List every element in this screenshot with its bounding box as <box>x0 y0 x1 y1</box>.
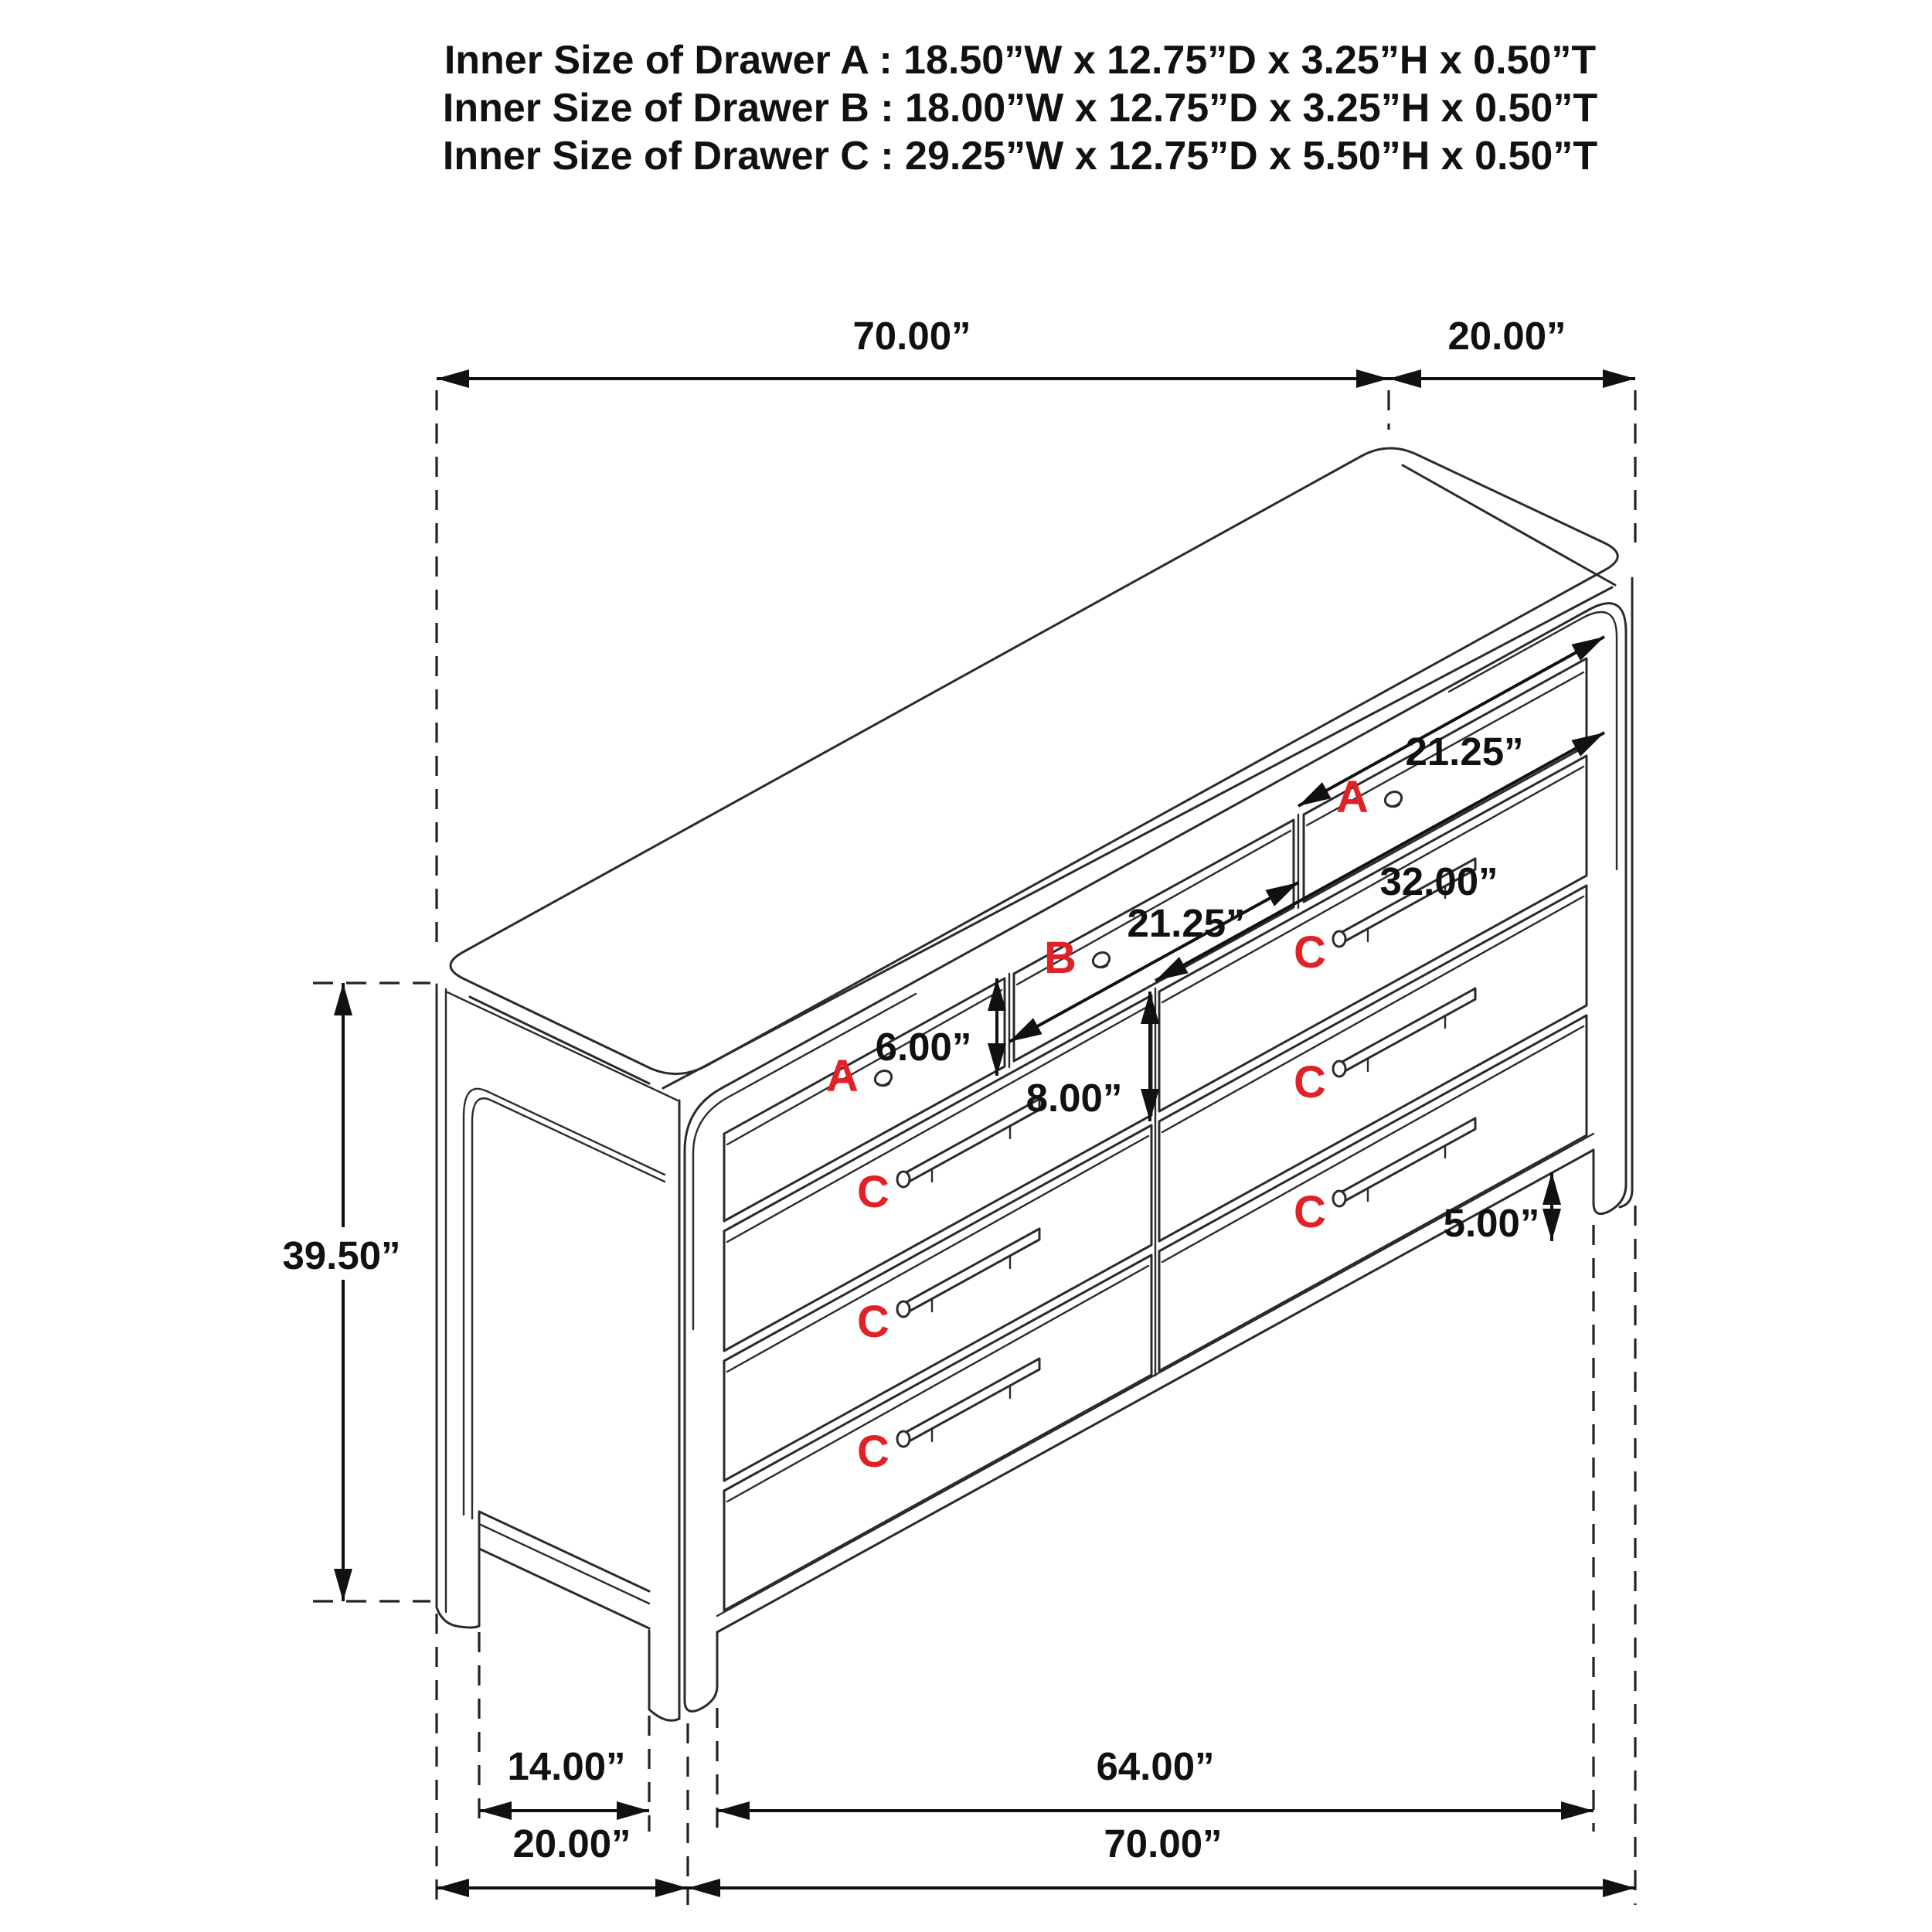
drawer-front <box>724 1255 1151 1611</box>
dim-drawer-a-width-label: 21.25” <box>1405 730 1524 774</box>
dim-bottom <box>437 1744 1635 1888</box>
drawer-handle-icon <box>897 1099 1039 1187</box>
dim-top <box>437 314 1635 379</box>
dim-drawer-heights <box>876 978 1150 1121</box>
dim-small-drawer-height-label: 6.00” <box>875 1025 972 1069</box>
dim-drawer-c-width-label: 32.00” <box>1379 859 1498 903</box>
label-drawer-c-right-1: C <box>1294 927 1326 978</box>
label-drawer-a-left: A <box>826 1051 859 1101</box>
dim-large-drawer-height-label: 8.00” <box>1026 1076 1123 1120</box>
drawer-knob-icon <box>1383 789 1404 809</box>
label-drawer-c-right-3: C <box>1294 1187 1326 1237</box>
dim-top-width-label: 70.00” <box>852 314 971 358</box>
dim-base-width-label: 70.00” <box>1104 1821 1223 1866</box>
drawer-knob-icon <box>872 1068 894 1088</box>
drawer-bevel <box>727 1266 1148 1502</box>
dim-ground-clearance-label: 5.00” <box>1443 1201 1540 1245</box>
dim-base-depth-label: 20.00” <box>512 1821 631 1866</box>
label-drawer-c-left-1: C <box>857 1167 889 1217</box>
label-drawer-c-left-3: C <box>857 1427 889 1477</box>
drawer-knob-icon <box>1090 950 1112 970</box>
dim-side-leg-opening-label: 14.00” <box>507 1744 626 1788</box>
drawer-c-left-3 <box>724 1255 1151 1611</box>
dim-overall-height <box>261 983 422 1601</box>
title-line-drawer-b: Inner Size of Drawer B : 18.00”W x 12.75”D x 3.25”H x 0.50”T <box>442 86 1598 131</box>
label-drawer-b: B <box>1044 933 1077 983</box>
dim-overall-height-label: 39.50” <box>282 1233 401 1277</box>
drawer-bevel <box>727 1136 1148 1372</box>
drawer-handle-icon <box>1333 988 1475 1077</box>
title-line-drawer-a: Inner Size of Drawer A : 18.50”W x 12.75”D x 3.25”H x 0.50”T <box>444 38 1597 83</box>
drawer-handle-icon <box>897 1359 1039 1447</box>
drawer-handle-icon <box>1333 1118 1475 1206</box>
label-drawer-a-right: A <box>1336 772 1369 822</box>
dim-front-leg-span-label: 64.00” <box>1096 1744 1215 1788</box>
dim-drawer-b-width-label: 21.25” <box>1127 901 1246 945</box>
drawer-c-right-3 <box>1159 1015 1587 1371</box>
title-block <box>443 38 1597 179</box>
dim-top-depth-label: 20.00” <box>1447 314 1566 358</box>
drawer-bevel <box>1162 767 1583 1002</box>
title-line-drawer-c: Inner Size of Drawer C : 29.25”W x 12.75”D x 5.50”H x 0.50”T <box>442 134 1598 179</box>
label-drawer-c-left-2: C <box>857 1297 889 1347</box>
drawer-front <box>1159 1015 1587 1371</box>
drawer-handle-icon <box>897 1229 1039 1317</box>
dresser-left-side <box>437 985 679 1720</box>
label-drawer-c-right-2: C <box>1294 1057 1326 1107</box>
